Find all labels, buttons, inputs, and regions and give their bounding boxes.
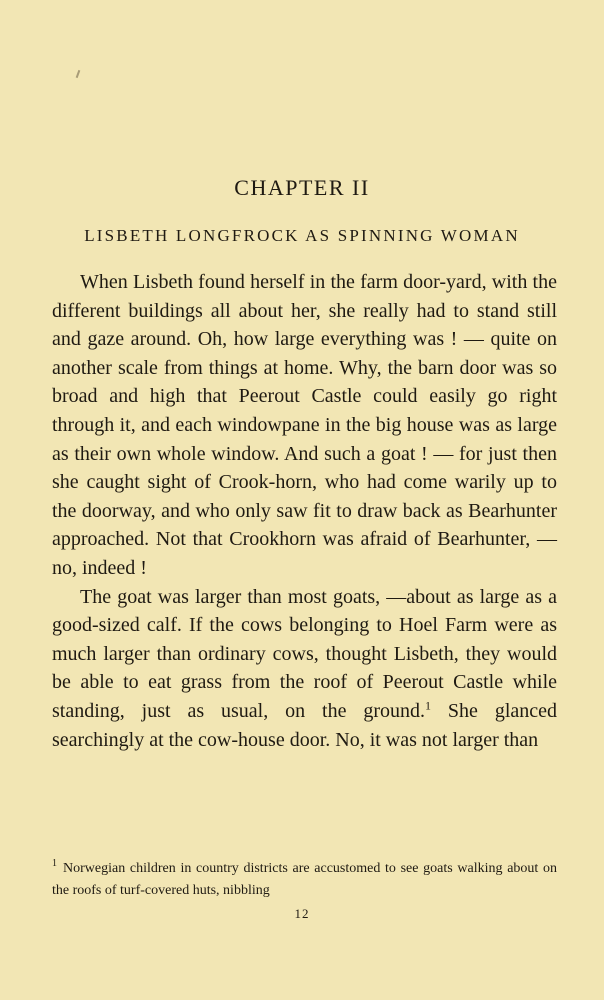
- footnote-text: Norwegian children in country districts are accustomed to see goats walking about on the roofs of turf-covered huts, nibbling: [52, 861, 557, 898]
- chapter-title: LISBETH LONGFROCK AS SPINNING WOMAN: [84, 226, 520, 245]
- stray-mark: [76, 70, 81, 78]
- footnote-reference: 1: [425, 698, 432, 713]
- page-number: 12: [294, 906, 310, 921]
- paragraph-1: When Lisbeth found herself in the farm door-yard, with the different buildings all about her, she really had to stand still and gaze around. Oh, how large everything was ! — quite on another scale from things at home. Why, the barn door was so broad and high that Peerout Castle could easily go right through it, and each windowpane in the big house was as large as their own whole window. And such a goat ! — for just then she caught sight of Crook-horn, who had come warily up to the doorway, and who only saw fit to draw back as Bearhunter approached. Not that Crookhorn was afraid of Bearhunter, — no, indeed !: [52, 271, 557, 579]
- footnote-marker: 1: [52, 858, 57, 870]
- footnote: [52, 858, 557, 902]
- paragraph-2: [52, 583, 557, 755]
- paragraph-2-text-continued: She glanced searchingly at the cow-house door. No, it was not larger than: [52, 699, 558, 751]
- paragraph-2-text: The goat was larger than most goats, —about as large as a good-sized calf. If the cows belonging to Hoel Farm were as much larger than ordinary cows, thought Lisbeth, they would be able to eat grass from the roof of Peerout Castle while standing, just as usual, on the ground.: [52, 585, 557, 722]
- body-text: [52, 268, 557, 754]
- chapter-heading: CHAPTER II: [234, 175, 370, 200]
